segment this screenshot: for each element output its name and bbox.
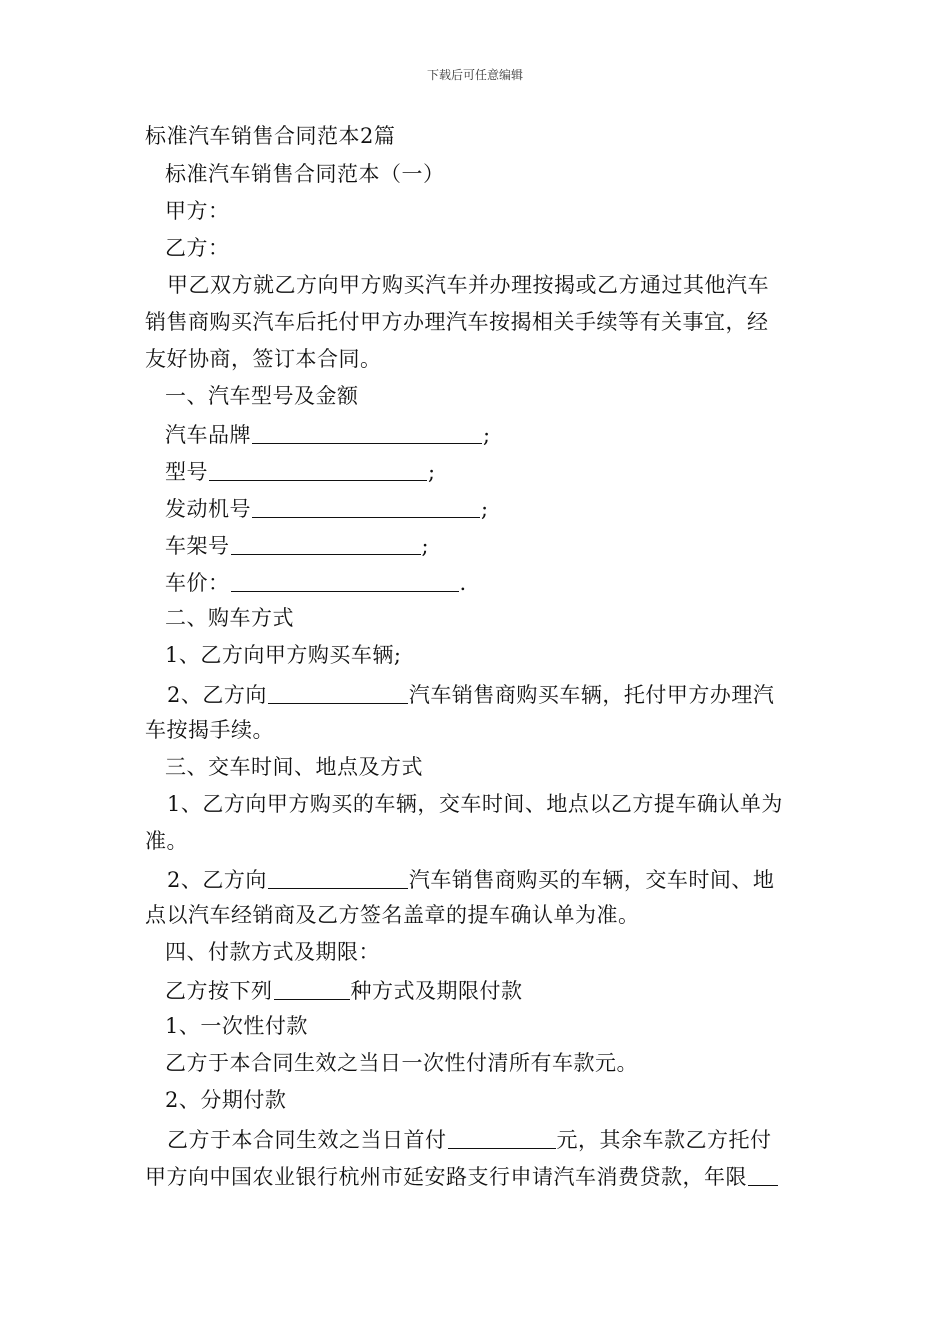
blank-dealer-2 <box>268 866 408 889</box>
section-3-item-1-cont: 准。 <box>145 829 188 853</box>
section-3-heading: 三、交车时间、地点及方式 <box>165 755 423 779</box>
intro-line-3: 友好协商，签订本合同。 <box>145 347 382 371</box>
payment-method-start: 乙方按下列 <box>165 979 273 1003</box>
payment-option-2: 2、分期付款 <box>165 1088 287 1112</box>
section-4-heading: 四、付款方式及期限： <box>165 940 380 964</box>
blank-frame <box>231 532 421 555</box>
payment-option-2-cont <box>145 1163 779 1190</box>
field-model-end: ; <box>428 460 436 484</box>
field-engine <box>165 495 489 522</box>
field-price-label: 车价： <box>165 571 230 595</box>
blank-engine <box>252 495 480 518</box>
field-engine-label: 发动机号 <box>165 497 251 521</box>
section-3-item-1: 1、乙方向甲方购买的车辆，交车时间、地点以乙方提车确认单为 <box>167 792 783 816</box>
field-brand <box>165 421 491 448</box>
blank-dealer-1 <box>268 681 408 704</box>
section-3-item-2-start: 2、乙方向 <box>167 868 267 892</box>
party-b-label: 乙方： <box>165 236 230 260</box>
section-title: 标准汽车销售合同范本（一） <box>165 162 445 186</box>
field-price <box>165 569 467 596</box>
section-3-item-2-cont: 点以汽车经销商及乙方签名盖章的提车确认单为准。 <box>145 903 640 927</box>
payment-method-line <box>165 977 523 1004</box>
field-model-label: 型号 <box>165 460 208 484</box>
blank-down-payment <box>448 1126 556 1149</box>
field-engine-end: ; <box>481 497 489 521</box>
blank-method-count <box>274 977 350 1000</box>
field-price-end: . <box>459 571 467 595</box>
loan-text: 甲方向中国农业银行杭州市延安路支行申请汽车消费贷款，年限 <box>145 1165 747 1189</box>
payment-option-1-text: 乙方于本合同生效之当日一次性付清所有车款元。 <box>165 1051 638 1075</box>
section-2-item-2-cont: 车按揭手续。 <box>145 718 274 742</box>
down-payment-end: 元，其余车款乙方托付 <box>556 1128 772 1152</box>
field-brand-label: 汽车品牌 <box>165 423 251 447</box>
blank-model <box>209 458 427 481</box>
field-frame-end: ; <box>421 534 430 558</box>
field-frame-label: 车架号 <box>165 534 230 558</box>
down-payment-start: 乙方于本合同生效之当日首付 <box>167 1128 447 1152</box>
blank-brand <box>252 421 482 444</box>
payment-option-1: 1、一次性付款 <box>165 1014 308 1038</box>
section-2-item-2 <box>167 681 774 708</box>
section-2-item-2-start: 2、乙方向 <box>167 683 267 707</box>
section-1-heading: 一、汽车型号及金额 <box>165 384 359 408</box>
section-2-item-1: 1、乙方向甲方购买车辆; <box>165 643 402 667</box>
field-frame <box>165 532 429 559</box>
field-model <box>165 458 436 485</box>
document-title: 标准汽车销售合同范本2篇 <box>145 124 396 148</box>
intro-line-2: 销售商购买汽车后托付甲方办理汽车按揭相关手续等有关事宜，经 <box>145 310 769 334</box>
section-2-item-2-end: 汽车销售商购买车辆，托付甲方办理汽 <box>408 683 775 707</box>
blank-loan-years <box>748 1163 778 1186</box>
section-3-item-2 <box>167 866 774 893</box>
payment-method-end: 种方式及期限付款 <box>350 979 523 1003</box>
field-brand-end: ; <box>483 423 491 447</box>
page-header: 下载后可任意编辑 <box>426 68 523 82</box>
section-2-heading: 二、购车方式 <box>165 606 294 630</box>
intro-line-1: 甲乙双方就乙方向甲方购买汽车并办理按揭或乙方通过其他汽车 <box>167 273 769 297</box>
party-a-label: 甲方： <box>165 199 230 223</box>
blank-price <box>231 569 459 592</box>
payment-option-2-text <box>167 1126 772 1153</box>
section-3-item-2-end: 汽车销售商购买的车辆，交车时间、地 <box>408 868 775 892</box>
